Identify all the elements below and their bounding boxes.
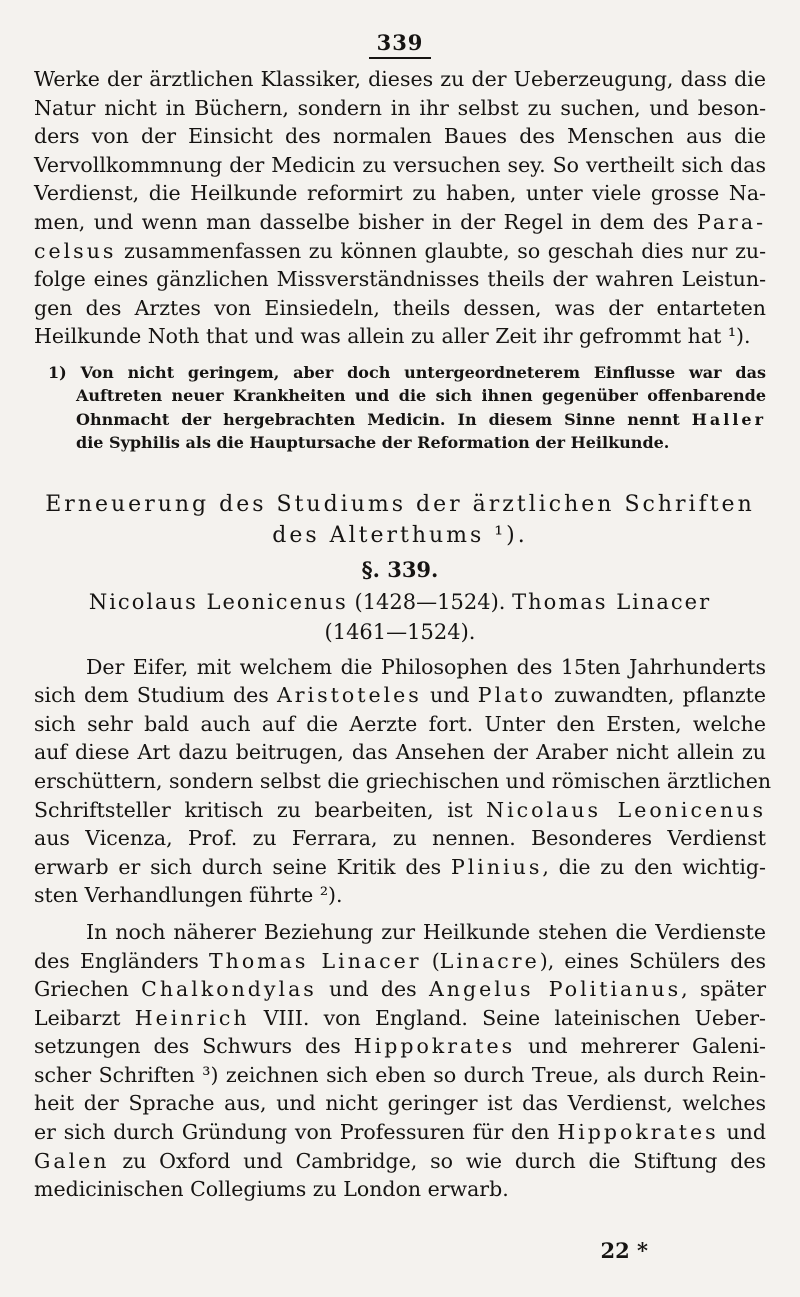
- section-body: [34, 653, 772, 1204]
- section-title-line: des Alterthums ¹).: [272, 522, 528, 548]
- paragraph-gap: [34, 910, 766, 918]
- page-number: 339: [34, 30, 766, 59]
- text-line: heit der Sprache aus, und nicht geringer ist das Verdienst, welches: [34, 1091, 766, 1116]
- spaced-name: Plato: [477, 683, 546, 708]
- spaced-name: Galen: [34, 1148, 110, 1173]
- subheading-line: (1461—1524).: [324, 619, 476, 644]
- text-line: setzungen des Schwurs des Hippokrates und mehrerer Galeni-: [34, 1034, 766, 1059]
- text-line: Galen zu Oxford und Cambridge, so wie durch die Stiftung des: [34, 1148, 766, 1173]
- text-line: aus Vicenza, Prof. zu Ferrara, zu nennen. Besonderes Verdienst: [34, 826, 766, 851]
- text-line: sich dem Studium des Aristoteles und Plato zuwandten, pflanzte: [34, 683, 766, 708]
- text-line: Griechen Chalkondylas und des Angelus Politianus, später: [34, 977, 766, 1002]
- text-line: sten Verhandlungen führte ²).: [34, 883, 343, 908]
- text-line: er sich durch Gründung von Professuren für den Hippokrates und: [34, 1120, 766, 1145]
- text-line: Der Eifer, mit welchem die Philosophen des 15ten Jahrhunderts: [86, 654, 766, 679]
- spaced-name: Nicolaus Leonicenus: [486, 797, 766, 822]
- text-line: erwarb er sich durch seine Kritik des Plinius, die zu den wichtig-: [34, 854, 766, 879]
- spaced-name: Thomas Linacer: [512, 589, 712, 614]
- section-title: [34, 489, 766, 551]
- spaced-name: Para-: [696, 209, 766, 234]
- text-line: auf diese Art dazu beitrugen, das Ansehen der Araber nicht allein zu: [34, 740, 766, 765]
- text-line: In noch näherer Beziehung zur Heilkunde stehen die Verdienste: [86, 919, 766, 944]
- spaced-name: celsus: [34, 238, 117, 263]
- text-line: des Engländers Thomas Linacer (Linacre), eines Schülers des: [34, 948, 766, 973]
- spaced-name: Nicolaus Leonicenus: [88, 589, 348, 614]
- spaced-name: Aristoteles: [276, 683, 422, 708]
- text-line: folge eines gänzlichen Missverständnisses theils der wahren Leistun-: [34, 267, 766, 292]
- text-line: Vervollkommnung der Medicin zu versuchen sey. So vertheilt sich das: [34, 152, 766, 177]
- text-line: medicinischen Collegiums zu London erwarb.: [34, 1177, 509, 1202]
- footnotes: [34, 361, 766, 455]
- spaced-name: Heinrich: [134, 1005, 250, 1030]
- spaced-name: Haller: [691, 409, 766, 429]
- section-title-line: Erneuerung des Studiums der ärztlichen Schriften: [45, 491, 755, 517]
- spaced-name: Thomas Linacer: [208, 948, 422, 973]
- spaced-name: Hippokrates: [557, 1120, 719, 1145]
- signature-mark: 22 *: [600, 1238, 648, 1263]
- footnote-line: die Syphilis als die Hauptursache der Reformation der Heilkunde.: [76, 433, 670, 453]
- section-subheading: [34, 587, 766, 647]
- text-line: scher Schriften ³) zeichnen sich eben so durch Treue, als durch Rein-: [34, 1062, 766, 1087]
- text-line: Natur nicht in Büchern, sondern in ihr selbst zu suchen, und beson-: [34, 95, 766, 120]
- text-line: men, und wenn man dasselbe bisher in der Regel in dem des Para-: [34, 209, 766, 234]
- spaced-name: Angelus Politianus: [428, 977, 682, 1002]
- text-line: erschüttern, sondern selbst die griechischen und römischen ärztlichen: [34, 768, 772, 793]
- spaced-name: Hippokrates: [353, 1034, 516, 1059]
- main-text-continuation: [34, 65, 766, 351]
- section-number: §. 339.: [361, 556, 439, 582]
- text-line: ders von der Einsicht des normalen Baues des Menschen aus die: [34, 124, 766, 149]
- text-line: gen des Arztes von Einsiedeln, theils dessen, was der entarteten: [34, 295, 766, 320]
- spaced-name: Chalkondylas: [141, 977, 317, 1002]
- text-line: Schriftsteller kritisch zu bearbeiten, ist Nicolaus Leonicenus: [34, 797, 766, 822]
- text-line: celsus zusammenfassen zu können glaubte, so geschah dies nur zu-: [34, 238, 766, 263]
- spaced-name: Linacre: [439, 948, 540, 973]
- footnote-line: Auftreten neuer Krankheiten und die sich ihnen gegenüber offenbarende: [76, 386, 766, 406]
- text-line: Werke der ärztlichen Klassiker, dieses zu der Ueberzeugung, dass die: [34, 67, 766, 91]
- text-line: Heilkunde Noth that und was allein zu aller Zeit ihr gefrommt hat ¹).: [34, 324, 751, 349]
- text-line: Leibarzt Heinrich VIII. von England. Seine lateinischen Ueber-: [34, 1005, 766, 1030]
- text-line: Verdienst, die Heilkunde reformirt zu haben, unter viele grosse Na-: [34, 181, 766, 206]
- text-line: sich sehr bald auch auf die Aerzte fort. Unter den Ersten, welche: [34, 711, 766, 736]
- spaced-name: Plinius: [450, 854, 543, 879]
- subheading-line: Nicolaus Leonicenus (1428—1524). Thomas Linacer: [88, 589, 712, 614]
- footnote-line: Ohnmacht der hergebrachten Medicin. In diesem Sinne nennt Haller: [76, 409, 766, 429]
- footnote-line: 1) Von nicht geringem, aber doch untergeordneterem Einflusse war das: [48, 362, 766, 382]
